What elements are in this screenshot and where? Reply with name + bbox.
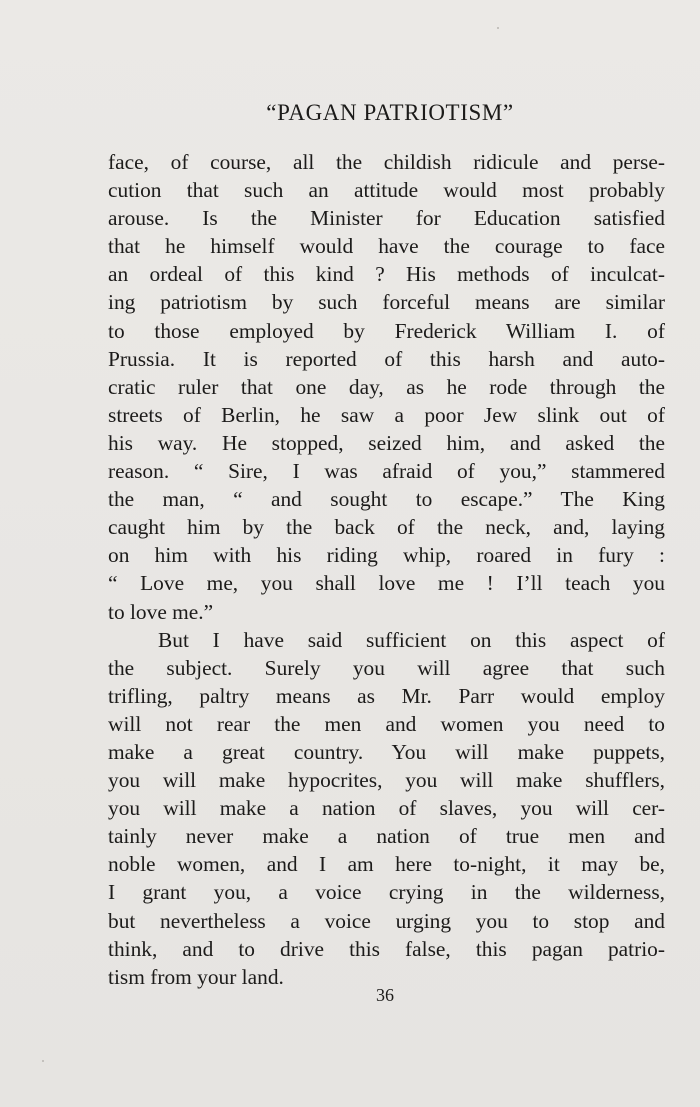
text-line: cution that such an attitude would most probably bbox=[108, 178, 665, 203]
text-line: tainly never make a nation of true men and bbox=[108, 824, 665, 849]
text-line: make a great country. You will make puppets, bbox=[108, 739, 665, 764]
text-line: but nevertheless a voice urging you to stop and bbox=[108, 908, 665, 933]
paragraph-first-line: But I have said sufficient on this aspect of bbox=[158, 627, 665, 652]
text-line: reason. “ Sire, I was afraid of you,” stammered bbox=[108, 459, 665, 484]
text-line: noble women, and I am here to-night, it may be, bbox=[108, 852, 665, 877]
text-line: on him with his riding whip, roared in fury : bbox=[108, 543, 665, 568]
page-number: 36 bbox=[376, 985, 394, 1005]
paper-speck bbox=[42, 1060, 44, 1062]
text-line: Prussia. It is reported of this harsh and auto- bbox=[108, 346, 665, 371]
text-line: an ordeal of this kind ? His methods of inculcat- bbox=[108, 262, 665, 287]
text-line: I grant you, a voice crying in the wilderness, bbox=[108, 880, 665, 905]
text-line: that he himself would have the courage to face bbox=[108, 234, 665, 259]
text-line: to those employed by Frederick William I. of bbox=[108, 318, 665, 343]
text-line: trifling, paltry means as Mr. Parr would employ bbox=[108, 683, 665, 708]
text-line: think, and to drive this false, this pagan patrio- bbox=[108, 936, 665, 961]
paper-speck bbox=[497, 27, 499, 29]
text-line: ing patriotism by such forceful means are similar bbox=[108, 290, 665, 315]
text-line: caught him by the back of the neck, and, laying bbox=[108, 515, 665, 540]
text-line: face, of course, all the childish ridicule and perse- bbox=[108, 150, 665, 174]
text-line: will not rear the men and women you need to bbox=[108, 711, 665, 736]
text-line: you will make a nation of slaves, you will cer- bbox=[108, 796, 665, 821]
body-text bbox=[108, 148, 665, 991]
text-line: cratic ruler that one day, as he rode through the bbox=[108, 374, 665, 399]
text-line: you will make hypocrites, you will make shufflers, bbox=[108, 768, 665, 793]
running-head: “PAGAN PATRIOTISM” bbox=[266, 100, 514, 125]
text-line: his way. He stopped, seized him, and asked the bbox=[108, 430, 665, 455]
text-line: the subject. Surely you will agree that such bbox=[108, 655, 665, 680]
text-line: the man, “ and sought to escape.” The King bbox=[108, 487, 665, 512]
text-line: arouse. Is the Minister for Education satisfied bbox=[108, 206, 665, 231]
text-line: to love me.” bbox=[108, 599, 214, 624]
text-line: streets of Berlin, he saw a poor Jew slink out of bbox=[108, 402, 665, 427]
text-line: “ Love me, you shall love me ! I’ll teach you bbox=[108, 571, 665, 596]
text-line: tism from your land. bbox=[108, 964, 284, 989]
